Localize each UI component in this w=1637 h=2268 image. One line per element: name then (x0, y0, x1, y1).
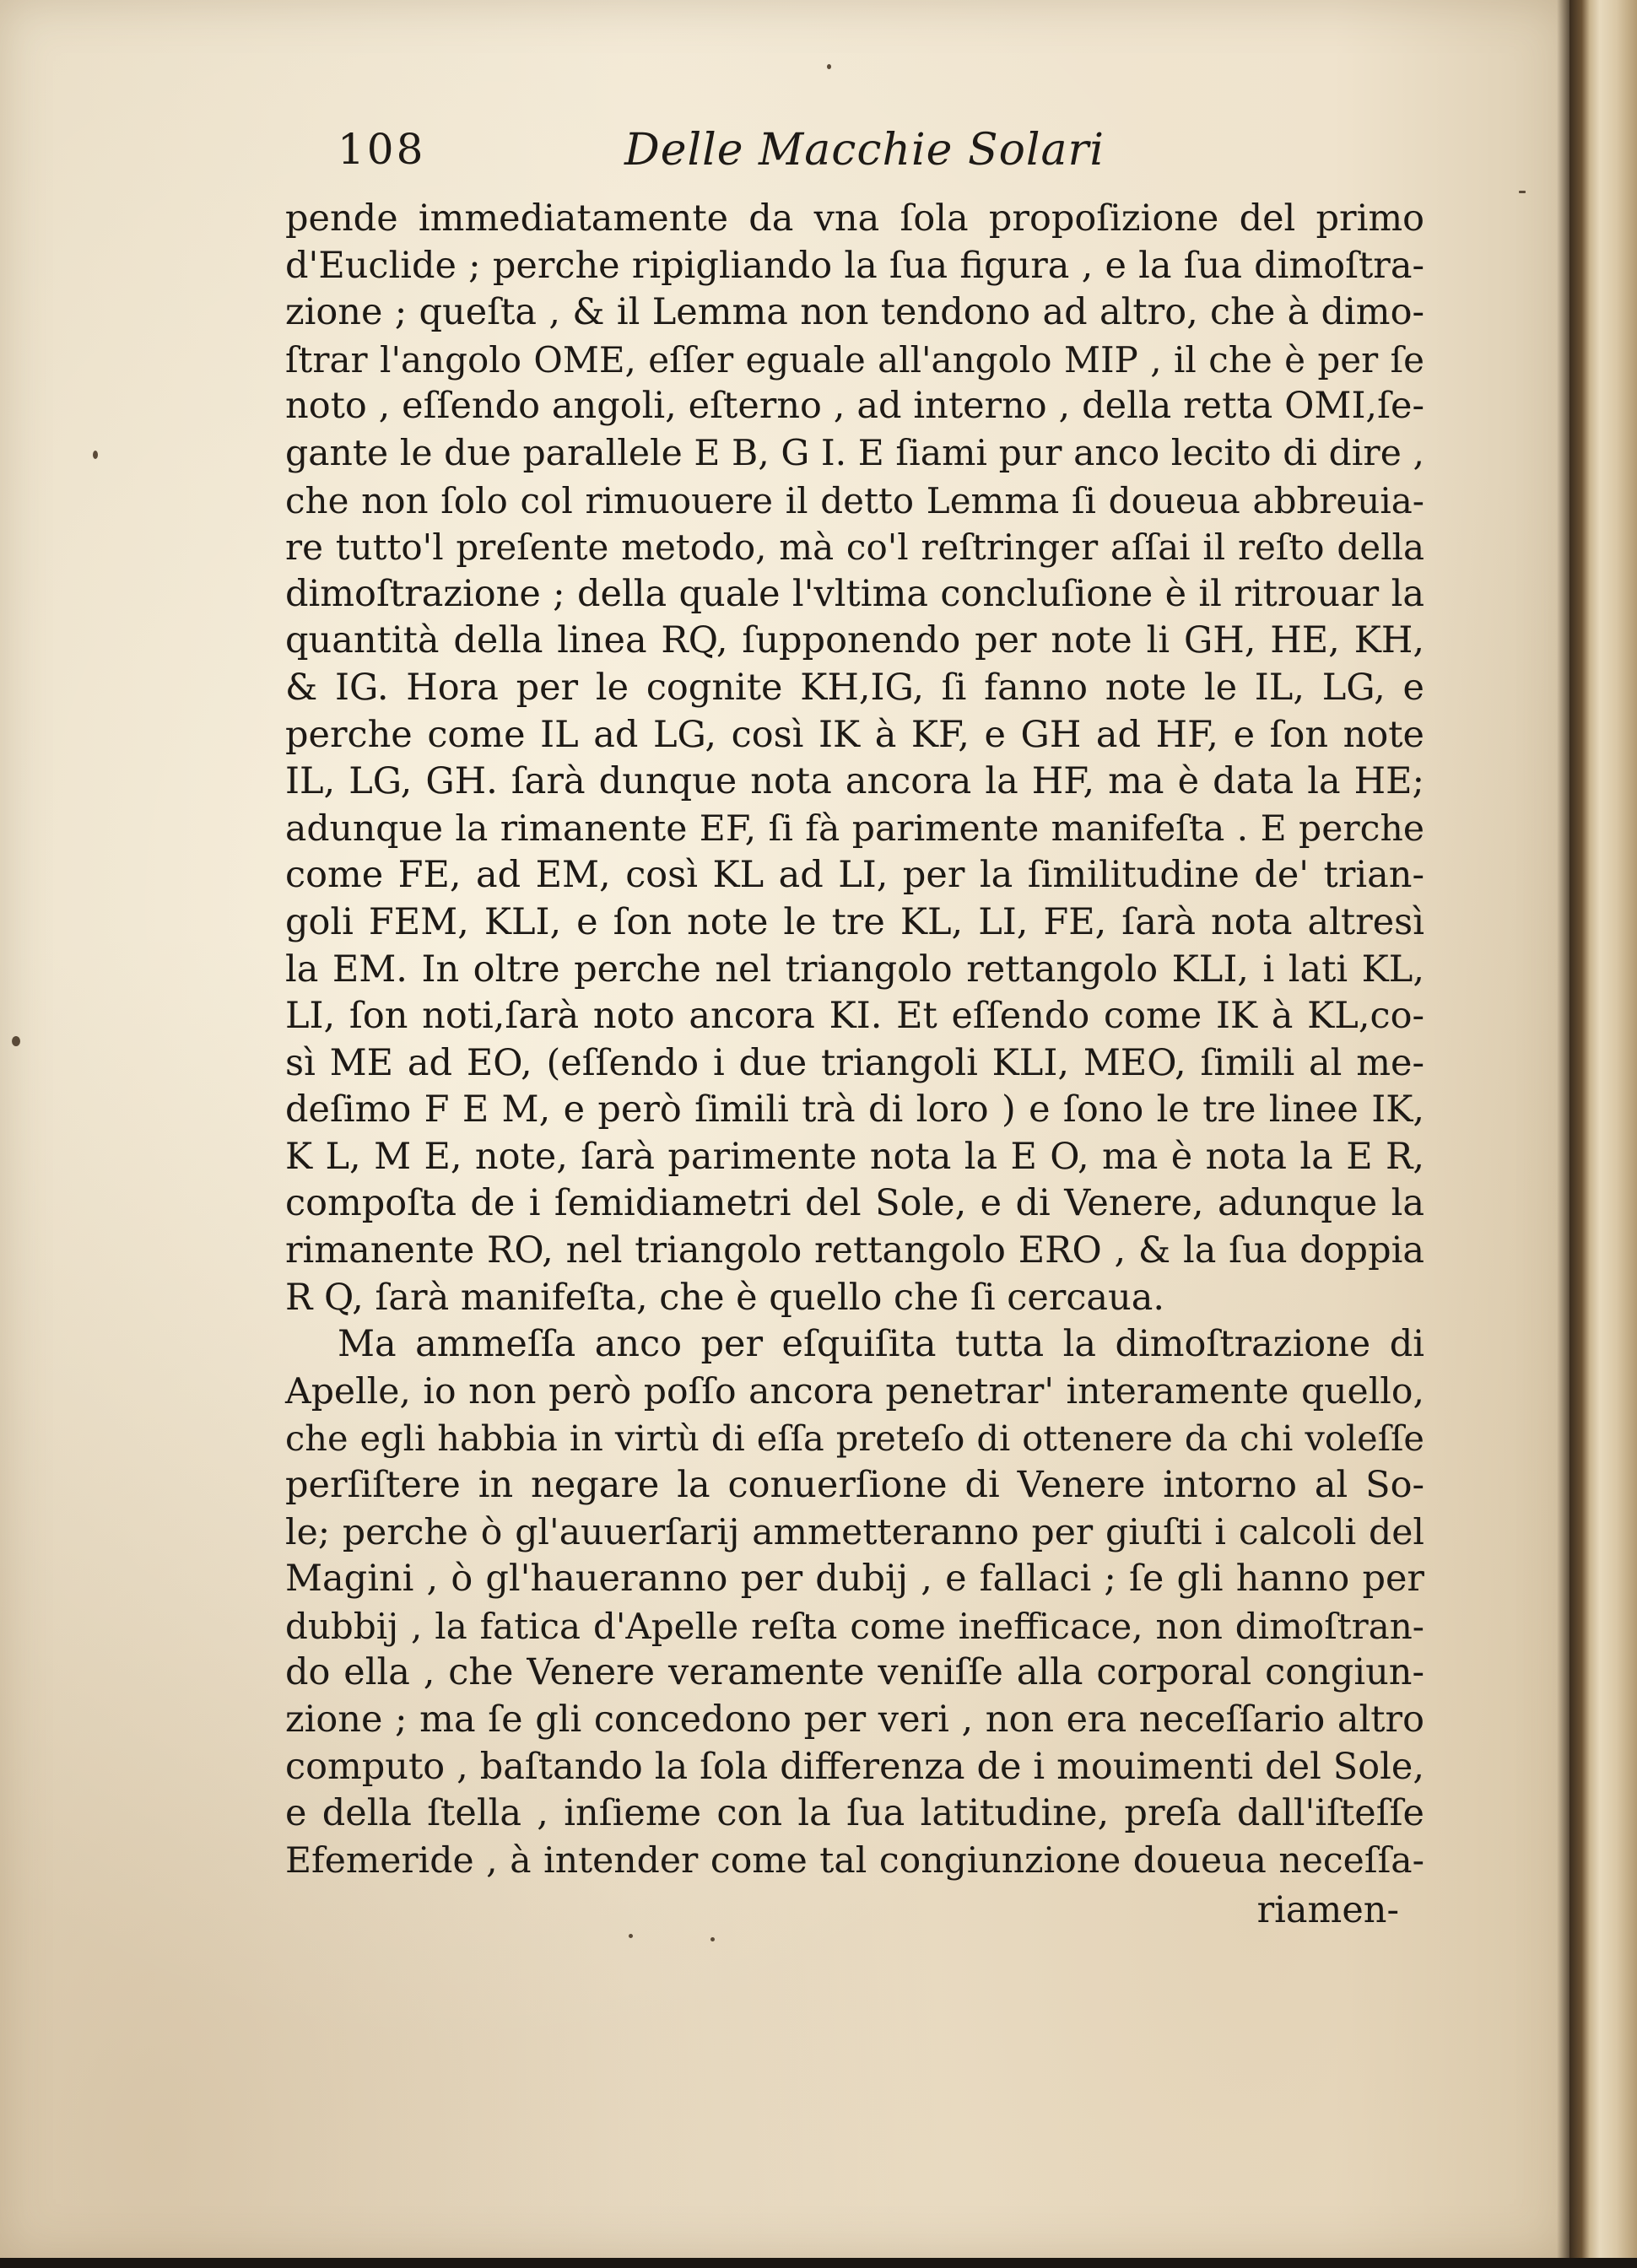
ink-speck (827, 64, 831, 69)
bottom-edge (0, 2258, 1637, 2268)
text-line: Efemeride , à intender come tal congiunzione doueua neceſſa- (285, 1839, 1424, 1882)
text-line: & IG. Hora per le cognite KH,IG, ſi fanno note le IL, LG, e (285, 666, 1424, 709)
ink-speck (710, 1937, 715, 1941)
text-line: Apelle, io non però poſſo ancora penetrar' interamente quello, (285, 1370, 1424, 1412)
text-line: dimoſtrazione ; della quale l'vltima concluſione è il ritrouar la (285, 572, 1424, 615)
text-line: re tutto'l preſente metodo, mà co'l reſtringer aſſai il reſto della (285, 526, 1424, 569)
text-line: R Q, ſarà manifeſta, che è quello che ſi cercaua. (285, 1276, 1165, 1319)
book-spine (1569, 0, 1637, 2268)
paragraph-2 (285, 1321, 1424, 1884)
ink-speck (12, 1036, 20, 1046)
ink-speck (93, 451, 98, 459)
page-number: 108 (338, 125, 426, 174)
text-line: Magini , ò gl'haueranno per dubij , e fallaci ; ſe gli hanno per (285, 1558, 1424, 1601)
text-line: e della ſtella , inſieme con la ſua latitudine, preſa dall'iſteſſe (285, 1792, 1424, 1835)
text-line: K L, M E, note, ſarà parimente nota la E O, ma è nota la E R, (285, 1135, 1424, 1178)
text-line: adunque la rimanente EF, ſi fà parimente manifeſta . E perche (285, 807, 1424, 850)
text-line: pende immediatamente da vna ſola propoſizione del primo (285, 197, 1424, 240)
text-line: le; perche ò gl'auuerſarij ammetteranno per giuſti i calcoli del (285, 1511, 1424, 1553)
text-line: ſtrar l'angolo OME, eſſer eguale all'angolo MIP , il che è per ſe (285, 338, 1424, 381)
text-line: rimanente RO, nel triangolo rettangolo ERO , & la ſua doppia (285, 1229, 1424, 1272)
text-line: perſiſtere in negare la conuerſione di Venere intorno al So- (285, 1464, 1424, 1507)
text-line: dubbij , la fatica d'Apelle reſta come inefficace, non dimoſtran- (285, 1605, 1424, 1647)
text-line: d'Euclide ; perche ripigliando la ſua figura , e la ſua dimoſtra- (285, 244, 1424, 287)
running-head: Delle Macchie Solari (624, 125, 1105, 176)
text-line: sì ME ad EO, (eſſendo i due triangoli KLI, MEO, ſimili al me- (285, 1041, 1424, 1084)
text-line: computo , baſtando la ſola differenza de i mouimenti del Sole, (285, 1745, 1424, 1788)
text-line: zione ; queſta , & il Lemma non tendono ad altro, che à dimo- (285, 291, 1424, 334)
text-line: zione ; ma ſe gli concedono per veri , non era neceſſario altro (285, 1698, 1424, 1741)
text-line: LI, ſon noti,ſarà noto ancora KI. Et eſſendo come IK à KL,co- (285, 995, 1424, 1038)
text-line: che egli habbia in virtù di eſſa preteſo di ottenere da chi voleſſe (285, 1418, 1424, 1460)
text-line: come FE, ad EM, così KL ad LI, per la ſimilitudine de' trian- (285, 854, 1424, 897)
text-line: goli FEM, KLI, e ſon note le tre KL, LI, FE, ſarà nota altresì (285, 900, 1424, 943)
text-line: la EM. In oltre perche nel triangolo rettangolo KLI, i lati KL, (285, 948, 1424, 991)
body-text (285, 196, 1424, 1935)
catchword: riamen- (1256, 1889, 1399, 1932)
text-line: gante le due parallele E B, G I. E ſiami pur anco lecito di dire , (285, 432, 1424, 474)
text-line: do ella , che Venere veramente veniſſe alla corporal congiun- (285, 1651, 1424, 1694)
text-line: noto , eſſendo angoli, eſterno , ad interno , della retta OMI,ſe- (285, 385, 1424, 428)
page-header (338, 125, 1434, 192)
text-line: perche come IL ad LG, così IK à KF, e GH ad HF, e ſon note (285, 713, 1424, 756)
text-line: che non ſolo col rimuouere il detto Lemma ſi doueua abbreuia- (285, 479, 1424, 521)
text-line: compoſta de i ſemidiametri del Sole, e di Venere, adunque la (285, 1182, 1424, 1225)
text-line: IL, LG, GH. ſarà dunque nota ancora la HF, ma è data la HE; (285, 760, 1424, 803)
paragraph-1 (285, 196, 1424, 1321)
text-line: quantità della linea RQ, ſupponendo per note li GH, HE, KH, (285, 619, 1424, 662)
text-line: Ma ammeſſa anco per eſquiſita tutta la dimoſtrazione di (338, 1323, 1424, 1366)
text-line: deſimo F E M, e però ſimili trà di loro ) e ſono le tre linee IK, (285, 1088, 1424, 1131)
ink-speck (1519, 191, 1526, 193)
